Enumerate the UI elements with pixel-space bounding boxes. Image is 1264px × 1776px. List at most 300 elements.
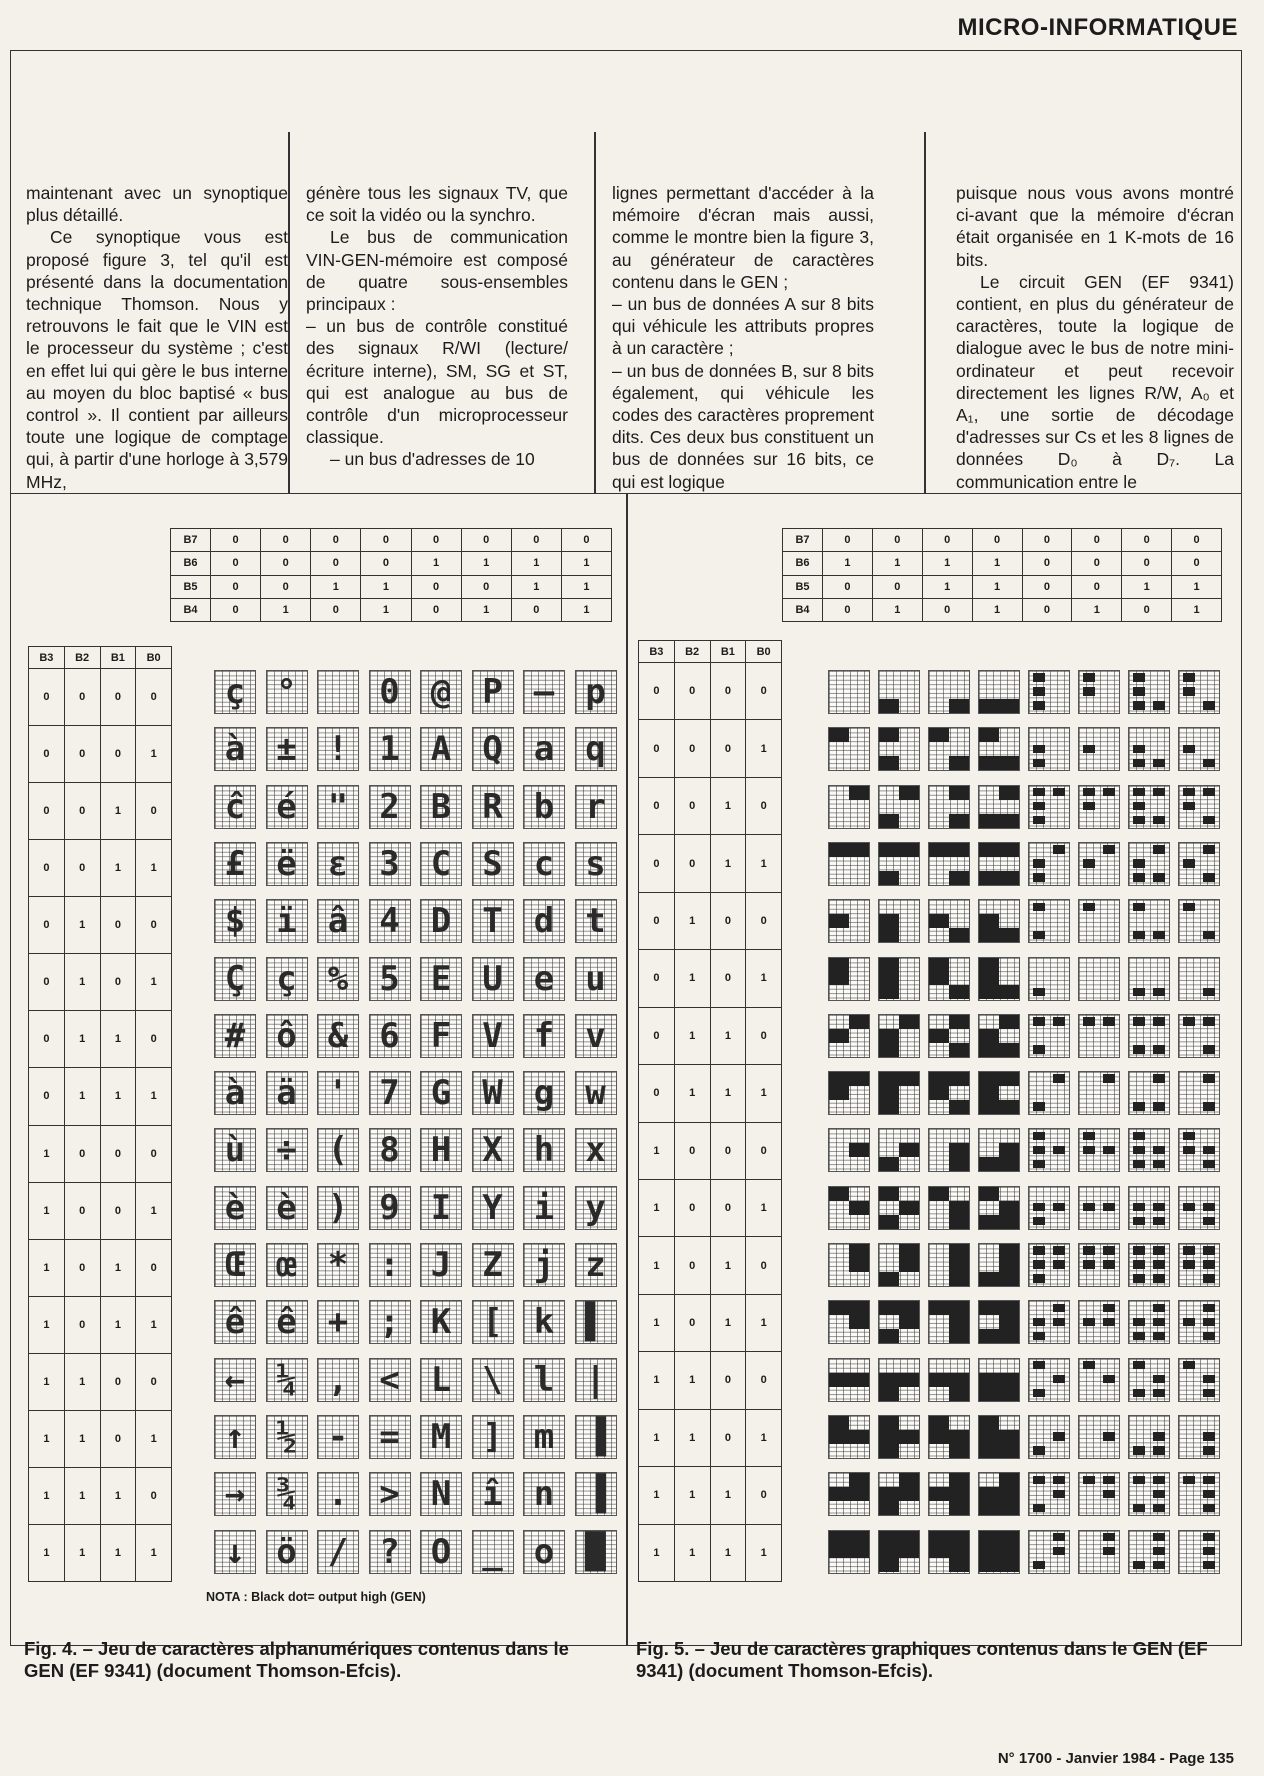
graphic-character-cell xyxy=(978,670,1020,714)
bit-row xyxy=(29,669,172,726)
mosaic-block xyxy=(1033,673,1045,681)
mosaic-block xyxy=(1033,1561,1045,1569)
mosaic-block xyxy=(929,1086,949,1100)
mosaic-block xyxy=(929,1373,949,1387)
character-cell: 6 xyxy=(369,1014,411,1058)
mosaic-block xyxy=(999,1387,1019,1401)
mosaic-block xyxy=(999,1501,1019,1515)
mosaic-block xyxy=(979,728,999,742)
character-cell: A xyxy=(420,727,462,771)
mosaic-block xyxy=(1033,802,1045,810)
graphic-character-cell xyxy=(978,1358,1020,1402)
mosaic-block xyxy=(949,1258,969,1272)
paragraph: – un bus d'adresses de 10 xyxy=(330,449,535,470)
graphic-character-cell xyxy=(928,1128,970,1172)
character-cell: Q xyxy=(472,727,514,771)
bit-row xyxy=(29,1239,172,1296)
bit-value: 0 xyxy=(311,529,361,552)
mosaic-block xyxy=(879,728,899,742)
graphic-character-cell xyxy=(828,1128,870,1172)
bit-value: 0 xyxy=(261,575,311,598)
mosaic-block xyxy=(999,843,1019,857)
bit-row xyxy=(639,1237,782,1294)
bit-header: B0 xyxy=(746,641,782,663)
column-divider xyxy=(924,132,926,494)
bit-row xyxy=(29,726,172,783)
bit-value: 0 xyxy=(136,1467,172,1524)
mosaic-block xyxy=(1033,759,1045,767)
character-cell: î xyxy=(472,1472,514,1516)
mosaic-block xyxy=(1183,1146,1195,1154)
bit-value: 0 xyxy=(710,1122,746,1179)
mosaic-block xyxy=(999,985,1019,999)
mosaic-block xyxy=(1053,1432,1065,1440)
bit-header: B2 xyxy=(64,647,100,669)
graphic-character-cell xyxy=(1028,1014,1070,1058)
mosaic-block xyxy=(1183,802,1195,810)
mosaic-block xyxy=(949,1015,969,1029)
bit-row xyxy=(29,840,172,897)
mosaic-block xyxy=(1203,931,1215,939)
character-cell: Y xyxy=(472,1186,514,1230)
bit-value: 0 xyxy=(746,777,782,834)
mosaic-block xyxy=(1203,1045,1215,1053)
mosaic-block xyxy=(1183,687,1195,695)
graphic-character-cell xyxy=(828,670,870,714)
character-cell: ô xyxy=(266,1014,308,1058)
mosaic-block xyxy=(1153,1490,1165,1498)
character-cell: ' xyxy=(317,1071,359,1115)
character-cell: ê xyxy=(214,1300,256,1344)
graphic-character-cell xyxy=(978,785,1020,829)
mosaic-block xyxy=(949,1544,969,1558)
bit-value: 0 xyxy=(64,1239,100,1296)
mosaic-block xyxy=(879,1157,899,1171)
mosaic-block xyxy=(929,1416,949,1430)
mosaic-block xyxy=(1053,1260,1065,1268)
bit-value: 1 xyxy=(64,1353,100,1410)
bit-value: 0 xyxy=(674,720,710,777)
graphic-character-cell xyxy=(1078,1415,1120,1459)
bit-value: 1 xyxy=(29,1467,65,1524)
bit-value: 0 xyxy=(261,529,311,552)
mosaic-block xyxy=(949,1157,969,1171)
fig4-low-bits-table xyxy=(28,646,172,1582)
mosaic-block xyxy=(1033,1203,1045,1211)
bit-value: 1 xyxy=(710,1065,746,1122)
mosaic-block xyxy=(899,1258,919,1272)
bit-value: 1 xyxy=(872,598,922,621)
mosaic-block xyxy=(979,1100,999,1114)
graphic-character-cell xyxy=(1128,1358,1170,1402)
mosaic-block xyxy=(1203,1432,1215,1440)
mosaic-block xyxy=(1033,1274,1045,1282)
mosaic-block xyxy=(1083,1318,1095,1326)
mosaic-block xyxy=(829,1373,849,1387)
bit-value: 1 xyxy=(461,598,511,621)
mosaic-block xyxy=(1203,1375,1215,1383)
graphic-character-cell xyxy=(878,1300,920,1344)
mosaic-block xyxy=(1183,1246,1195,1254)
mosaic-block xyxy=(829,1544,849,1558)
bit-value: 0 xyxy=(1022,552,1072,575)
mosaic-block xyxy=(949,871,969,885)
mosaic-block xyxy=(879,1487,899,1501)
graphic-character-cell xyxy=(878,1071,920,1115)
bit-value: 0 xyxy=(1122,552,1172,575)
character-cell xyxy=(317,670,359,714)
bit-value: 1 xyxy=(746,1524,782,1581)
bit-value: 0 xyxy=(29,1011,65,1068)
mosaic-block xyxy=(1203,1203,1215,1211)
bit-value: 1 xyxy=(100,1068,136,1125)
bit-value: 1 xyxy=(261,598,311,621)
bit-value: 0 xyxy=(100,1182,136,1239)
bit-value: 0 xyxy=(64,1296,100,1353)
graphic-character-cell xyxy=(878,727,920,771)
character-cell: : xyxy=(369,1243,411,1287)
graphic-character-cell xyxy=(878,842,920,886)
bit-value: 1 xyxy=(972,575,1022,598)
mosaic-block xyxy=(1183,859,1195,867)
mosaic-block xyxy=(1033,1476,1045,1484)
graphic-character-cell xyxy=(1178,1415,1220,1459)
mosaic-block xyxy=(999,928,1019,942)
mosaic-block xyxy=(1053,1375,1065,1383)
character-cell: K xyxy=(420,1300,462,1344)
graphic-character-cell xyxy=(828,727,870,771)
bit-value: 1 xyxy=(674,1065,710,1122)
mosaic-block xyxy=(1183,1203,1195,1211)
mosaic-block xyxy=(1033,1217,1045,1225)
mosaic-block xyxy=(1033,788,1045,796)
character-cell: ï xyxy=(266,899,308,943)
graphic-character-cell xyxy=(1128,727,1170,771)
mosaic-block xyxy=(999,1473,1019,1487)
bit-value: 0 xyxy=(461,575,511,598)
paragraph: maintenant avec un synoptique plus détaillé. xyxy=(26,183,288,226)
character-cell: 3 xyxy=(369,842,411,886)
mosaic-block xyxy=(849,1315,869,1329)
mosaic-block xyxy=(1133,1504,1145,1512)
mosaic-block xyxy=(899,1544,919,1558)
bit-value: 1 xyxy=(674,950,710,1007)
bit-value: 1 xyxy=(64,1467,100,1524)
bit-value: 1 xyxy=(136,1182,172,1239)
graphic-character-cell xyxy=(1078,1358,1120,1402)
mosaic-block xyxy=(999,1157,1019,1171)
bit-value: 0 xyxy=(1072,529,1122,552)
character-cell: 5 xyxy=(369,957,411,1001)
bit-row xyxy=(29,1182,172,1239)
mosaic-block xyxy=(849,1015,869,1029)
bit-value: 1 xyxy=(1072,598,1122,621)
mosaic-block xyxy=(979,756,999,770)
graphic-character-cell xyxy=(928,1014,970,1058)
bit-value: 1 xyxy=(1122,575,1172,598)
mosaic-block xyxy=(949,1315,969,1329)
mosaic-block xyxy=(1153,1375,1165,1383)
graphic-character-cell xyxy=(928,1071,970,1115)
paragraph: Le bus de communication VIN-GEN-mémoire est composé de quatre sous-ensembles principaux : xyxy=(306,227,568,315)
character-cell: ↑ xyxy=(214,1415,256,1459)
bit-value: 1 xyxy=(674,892,710,949)
character-cell: ↓ xyxy=(214,1530,256,1574)
character-cell: = xyxy=(369,1415,411,1459)
graphic-character-cell xyxy=(1078,1530,1120,1574)
bit-value: 1 xyxy=(136,726,172,783)
mosaic-block xyxy=(829,1416,849,1430)
graphic-character-cell xyxy=(1128,1472,1170,1516)
mosaic-block xyxy=(879,843,899,857)
graphic-character-cell xyxy=(1078,957,1120,1001)
mosaic-block xyxy=(1033,1318,1045,1326)
graphic-character-cell xyxy=(928,1243,970,1287)
mosaic-block xyxy=(1203,1389,1215,1397)
bit-value: 0 xyxy=(64,783,100,840)
bit-value: 1 xyxy=(561,598,611,621)
character-cell: a xyxy=(523,727,565,771)
bit-label: B6 xyxy=(171,552,211,575)
bit-row xyxy=(639,835,782,892)
graphic-character-cell xyxy=(1128,785,1170,829)
bit-value: 1 xyxy=(639,1352,675,1409)
mosaic-block xyxy=(1053,845,1065,853)
character-cell: ½ xyxy=(266,1415,308,1459)
bit-value: 1 xyxy=(136,1296,172,1353)
mosaic-block xyxy=(949,843,969,857)
mosaic-block xyxy=(999,1373,1019,1387)
bit-row xyxy=(639,950,782,1007)
mosaic-block xyxy=(999,1430,1019,1444)
mosaic-block xyxy=(999,1201,1019,1215)
mosaic-block xyxy=(999,756,1019,770)
mosaic-block xyxy=(1203,988,1215,996)
mosaic-block xyxy=(1033,1017,1045,1025)
graphic-character-cell xyxy=(1078,670,1120,714)
mosaic-block xyxy=(1153,1246,1165,1254)
bit-value: 1 xyxy=(64,1068,100,1125)
bit-value: 1 xyxy=(64,1410,100,1467)
bit-value: 1 xyxy=(639,1409,675,1466)
mosaic-block xyxy=(1053,1074,1065,1082)
mosaic-block xyxy=(1183,1260,1195,1268)
character-cell: à xyxy=(214,727,256,771)
character-cell: g xyxy=(523,1071,565,1115)
paragraph: Le circuit GEN (EF 9341) contient, en plus du générateur de caractères, toute la logique de dialogue avec le bus de notre mini-ordinateur et peut recevoir directement les lignes R/W, A₀ et A₁, une sortie de décodage d'adresses sur Cs et les 8 lignes de données D₀ à D₇. La communication entre le xyxy=(956,271,1234,492)
bit-row xyxy=(639,720,782,777)
mosaic-block xyxy=(1183,673,1195,681)
mosaic-block xyxy=(929,971,949,985)
bit-value: 1 xyxy=(100,840,136,897)
graphic-character-cell xyxy=(1128,957,1170,1001)
mosaic-block xyxy=(949,1329,969,1343)
mosaic-block xyxy=(979,1086,999,1100)
mosaic-block xyxy=(879,971,899,985)
mosaic-block xyxy=(899,1373,919,1387)
bit-value: 0 xyxy=(746,1237,782,1294)
character-cell: v xyxy=(575,1014,617,1058)
graphic-character-cell xyxy=(1028,957,1070,1001)
mosaic-block xyxy=(1183,903,1195,911)
mosaic-block xyxy=(1203,873,1215,881)
mosaic-block xyxy=(1053,1533,1065,1541)
mosaic-block xyxy=(1083,859,1095,867)
graphic-character-cell xyxy=(1078,1300,1120,1344)
bit-value: 1 xyxy=(29,1524,65,1581)
mosaic-block xyxy=(1053,1318,1065,1326)
mosaic-block xyxy=(849,1544,869,1558)
mosaic-block xyxy=(829,971,849,985)
bit-row xyxy=(639,1179,782,1236)
character-cell: V xyxy=(472,1014,514,1058)
bit-value: 1 xyxy=(361,575,411,598)
graphic-character-cell xyxy=(878,957,920,1001)
mosaic-block xyxy=(1153,1446,1165,1454)
mosaic-block xyxy=(929,843,949,857)
mosaic-block xyxy=(979,1043,999,1057)
bit-value: 1 xyxy=(639,1467,675,1524)
bit-label: B6 xyxy=(783,552,823,575)
graphic-character-cell xyxy=(828,957,870,1001)
character-cell: b xyxy=(523,785,565,829)
mosaic-block xyxy=(899,1143,919,1157)
text-column-1 xyxy=(10,182,296,492)
bit-value: 1 xyxy=(639,1294,675,1351)
mosaic-block xyxy=(949,1100,969,1114)
mosaic-block xyxy=(999,1544,1019,1558)
mosaic-block xyxy=(899,1531,919,1545)
bit-value: 0 xyxy=(1022,575,1072,598)
bit-value: 0 xyxy=(674,1122,710,1179)
graphic-character-cell xyxy=(1128,1243,1170,1287)
mosaic-block xyxy=(929,1301,949,1315)
mosaic-block xyxy=(979,1301,999,1315)
mosaic-block xyxy=(1083,788,1095,796)
character-cell: < xyxy=(369,1358,411,1402)
graphic-character-cell xyxy=(1028,899,1070,943)
bit-row xyxy=(29,1296,172,1353)
character-cell: S xyxy=(472,842,514,886)
bit-value: 0 xyxy=(639,1007,675,1064)
bit-value: 1 xyxy=(639,1524,675,1581)
bit-value: 1 xyxy=(136,1410,172,1467)
page-footer: N° 1700 - Janvier 1984 - Page 135 xyxy=(997,1750,1234,1767)
mosaic-block xyxy=(979,1501,999,1515)
mosaic-block xyxy=(979,1329,999,1343)
character-cell: ç xyxy=(266,957,308,1001)
paragraph: génère tous les signaux TV, que ce soit la vidéo ou la synchro. xyxy=(306,183,568,226)
character-cell: W xyxy=(472,1071,514,1115)
character-cell: [ xyxy=(472,1300,514,1344)
mosaic-block xyxy=(1183,788,1195,796)
bit-value: 0 xyxy=(136,1239,172,1296)
bit-value: 0 xyxy=(1122,529,1172,552)
mosaic-block xyxy=(849,1301,869,1315)
bit-value: 0 xyxy=(922,598,972,621)
character-cell: * xyxy=(317,1243,359,1287)
character-cell: ▌ xyxy=(575,1300,617,1344)
graphic-character-cell xyxy=(1028,1071,1070,1115)
mosaic-block xyxy=(1133,988,1145,996)
bit-label: B4 xyxy=(783,598,823,621)
bit-header: B0 xyxy=(136,647,172,669)
bit-value: 0 xyxy=(639,663,675,720)
mosaic-block xyxy=(999,1558,1019,1572)
bit-row xyxy=(29,1353,172,1410)
mosaic-block xyxy=(1103,1074,1115,1082)
mosaic-block xyxy=(879,871,899,885)
mosaic-block xyxy=(1203,1160,1215,1168)
mosaic-block xyxy=(1033,1504,1045,1512)
mosaic-block xyxy=(1103,1246,1115,1254)
mosaic-block xyxy=(979,928,999,942)
graphic-character-cell xyxy=(1128,1014,1170,1058)
character-cell: f xyxy=(523,1014,565,1058)
bit-row xyxy=(29,1125,172,1182)
mosaic-block xyxy=(879,1043,899,1057)
mosaic-block xyxy=(949,1531,969,1545)
mosaic-block xyxy=(1133,1132,1145,1140)
bit-value: 0 xyxy=(29,1068,65,1125)
bit-value: 1 xyxy=(710,1294,746,1351)
bit-value: 0 xyxy=(823,529,873,552)
mosaic-block xyxy=(1133,788,1145,796)
mosaic-block xyxy=(1183,1017,1195,1025)
mosaic-block xyxy=(979,1072,999,1086)
section-header: MICRO-INFORMATIQUE xyxy=(957,14,1238,41)
mosaic-block xyxy=(1033,816,1045,824)
mosaic-block xyxy=(949,1373,969,1387)
mosaic-block xyxy=(1133,1146,1145,1154)
mosaic-block xyxy=(1103,788,1115,796)
paragraph: Ce synoptique vous est proposé figure 3, tel qu'il est présenté dans la documentation technique Thomson. Nous y retrouvons le fait que le VIN est le processeur du système ; c'est en effet lui qui gère le bus interne au moyen du bloc baptisé « bus control ». Il contient par ailleurs toute une logique de comptage qui, à partir d'une horloge à 3,579 MHz, xyxy=(26,227,288,492)
character-cell: ĉ xyxy=(214,785,256,829)
bit-value: 1 xyxy=(639,1179,675,1236)
mosaic-block xyxy=(829,1187,849,1201)
bit-value: 1 xyxy=(100,1296,136,1353)
graphic-character-cell xyxy=(978,1472,1020,1516)
graphic-character-cell xyxy=(1078,727,1120,771)
mosaic-block xyxy=(1133,1102,1145,1110)
graphic-character-cell xyxy=(1128,1530,1170,1574)
graphic-character-cell xyxy=(1178,1071,1220,1115)
bit-value: 1 xyxy=(746,1065,782,1122)
mosaic-block xyxy=(1133,1361,1145,1369)
mosaic-block xyxy=(879,1187,899,1201)
mosaic-block xyxy=(1183,1318,1195,1326)
character-cell: e xyxy=(523,957,565,1001)
mosaic-block xyxy=(979,971,999,985)
mosaic-block xyxy=(1083,802,1095,810)
mosaic-block xyxy=(849,1487,869,1501)
mosaic-block xyxy=(949,1444,969,1458)
mosaic-block xyxy=(1153,873,1165,881)
mosaic-block xyxy=(1083,1132,1095,1140)
mosaic-block xyxy=(1203,845,1215,853)
mosaic-block xyxy=(999,1015,1019,1029)
character-cell: c xyxy=(523,842,565,886)
graphic-character-cell xyxy=(1178,1186,1220,1230)
graphic-character-cell xyxy=(1028,1128,1070,1172)
mosaic-block xyxy=(929,1187,949,1201)
mosaic-block xyxy=(1103,1146,1115,1154)
mosaic-block xyxy=(949,699,969,713)
bit-value: 1 xyxy=(136,840,172,897)
graphic-character-cell xyxy=(1178,1014,1220,1058)
bit-value: 1 xyxy=(411,552,461,575)
mosaic-block xyxy=(1203,1332,1215,1340)
